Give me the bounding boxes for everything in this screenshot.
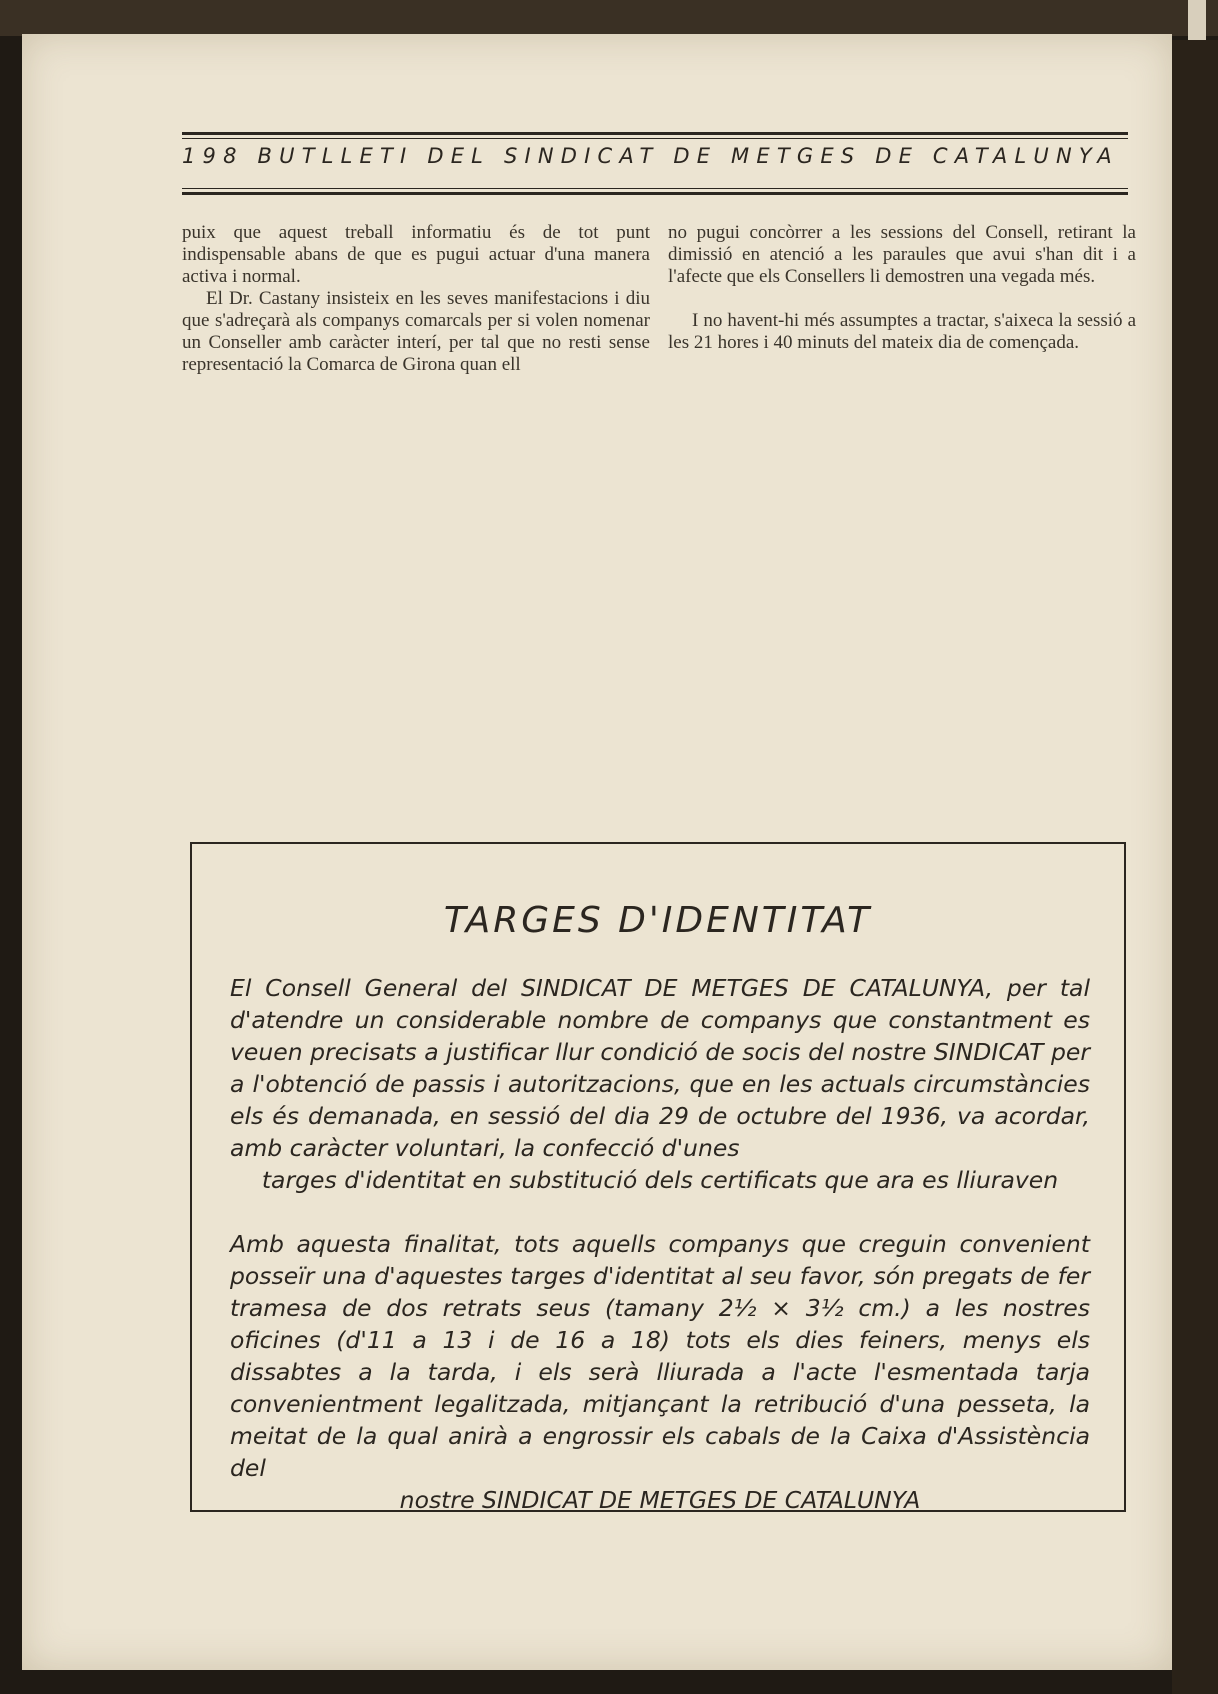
- running-header: [182, 132, 1128, 198]
- header-rule: [182, 192, 1128, 195]
- notice-paragraph: Amb aquesta finalitat, tots aquells companys que creguin convenient posseïr una d'aquestes targes d'identitat al seu favor, són pregats de fer tramesa de dos retrats seus (tamany 2½ × 3½ cm.) a les nostres oficines (d'11 a 13 i de 16 a 18) tots els dies feiners, menys els dissabtes a la tarda, i els serà lliurada a l'acte l'esmentada tarja convenientment legalitzada, mitjançant la retribució d'una pesseta, la meitat de la qual anirà a engrossir els cabals de la Caixa d'Assistència del: [230, 1230, 1090, 1482]
- scan-right-edge: [1172, 40, 1218, 1694]
- paragraph: no pugui concòrrer a les sessions del Consell, retirant la dimissió en atenció a les paraules que avui s'han dit i a l'afecte que els Consellers li demostren una vegada més.: [668, 222, 1136, 287]
- header-rule: [182, 188, 1128, 189]
- paragraph: El Dr. Castany insisteix en les seves manifestacions i diu que s'adreçarà als companys comarcals per si volen nomenar un Conseller amb caràcter interí, per tal que no resti sense representació la Comarca de Girona quan ell: [182, 288, 650, 375]
- scan-top-edge: [0, 0, 1218, 36]
- header-rule: [182, 132, 1128, 135]
- notice-title: TARGES D'IDENTITAT: [443, 900, 873, 941]
- right-column: [668, 222, 1136, 354]
- notice-paragraph-end: nostre SINDICAT DE METGES DE CATALUNYA: [399, 1486, 921, 1514]
- header-title: 198 BUTLLETI DEL SINDICAT DE METGES DE CATALUNYA: [182, 144, 1119, 168]
- scan-page-edge: [1188, 0, 1206, 40]
- header-rule: [182, 138, 1128, 139]
- paragraph: puix que aquest treball informatiu és de tot punt indispensable abans de que es pugui actuar d'una manera activa i normal.: [182, 222, 650, 287]
- notice-paragraph: El Consell General del SINDICAT DE METGES DE CATALUNYA, per tal d'atendre un considerable nombre de companys que constantment es veuen precisats a justificar llur condició de socis del nostre SINDICAT per a l'obtenció de passis i autoritzacions, que en les actuals circumstàncies els és demanada, en sessió del dia 29 de octubre del 1936, va acordar, amb caràcter voluntari, la confecció d'unes: [230, 974, 1090, 1162]
- left-column: [182, 222, 650, 376]
- notice-box: [190, 842, 1126, 1512]
- notice-paragraph-end: targes d'identitat en substitució dels certificats que ara es lliuraven: [261, 1166, 1059, 1194]
- notice-body: [230, 972, 1090, 1516]
- paragraph: I no havent-hi més assumptes a tractar, s'aixeca la sessió a les 21 hores i 40 minuts del mateix dia de començada.: [668, 310, 1136, 353]
